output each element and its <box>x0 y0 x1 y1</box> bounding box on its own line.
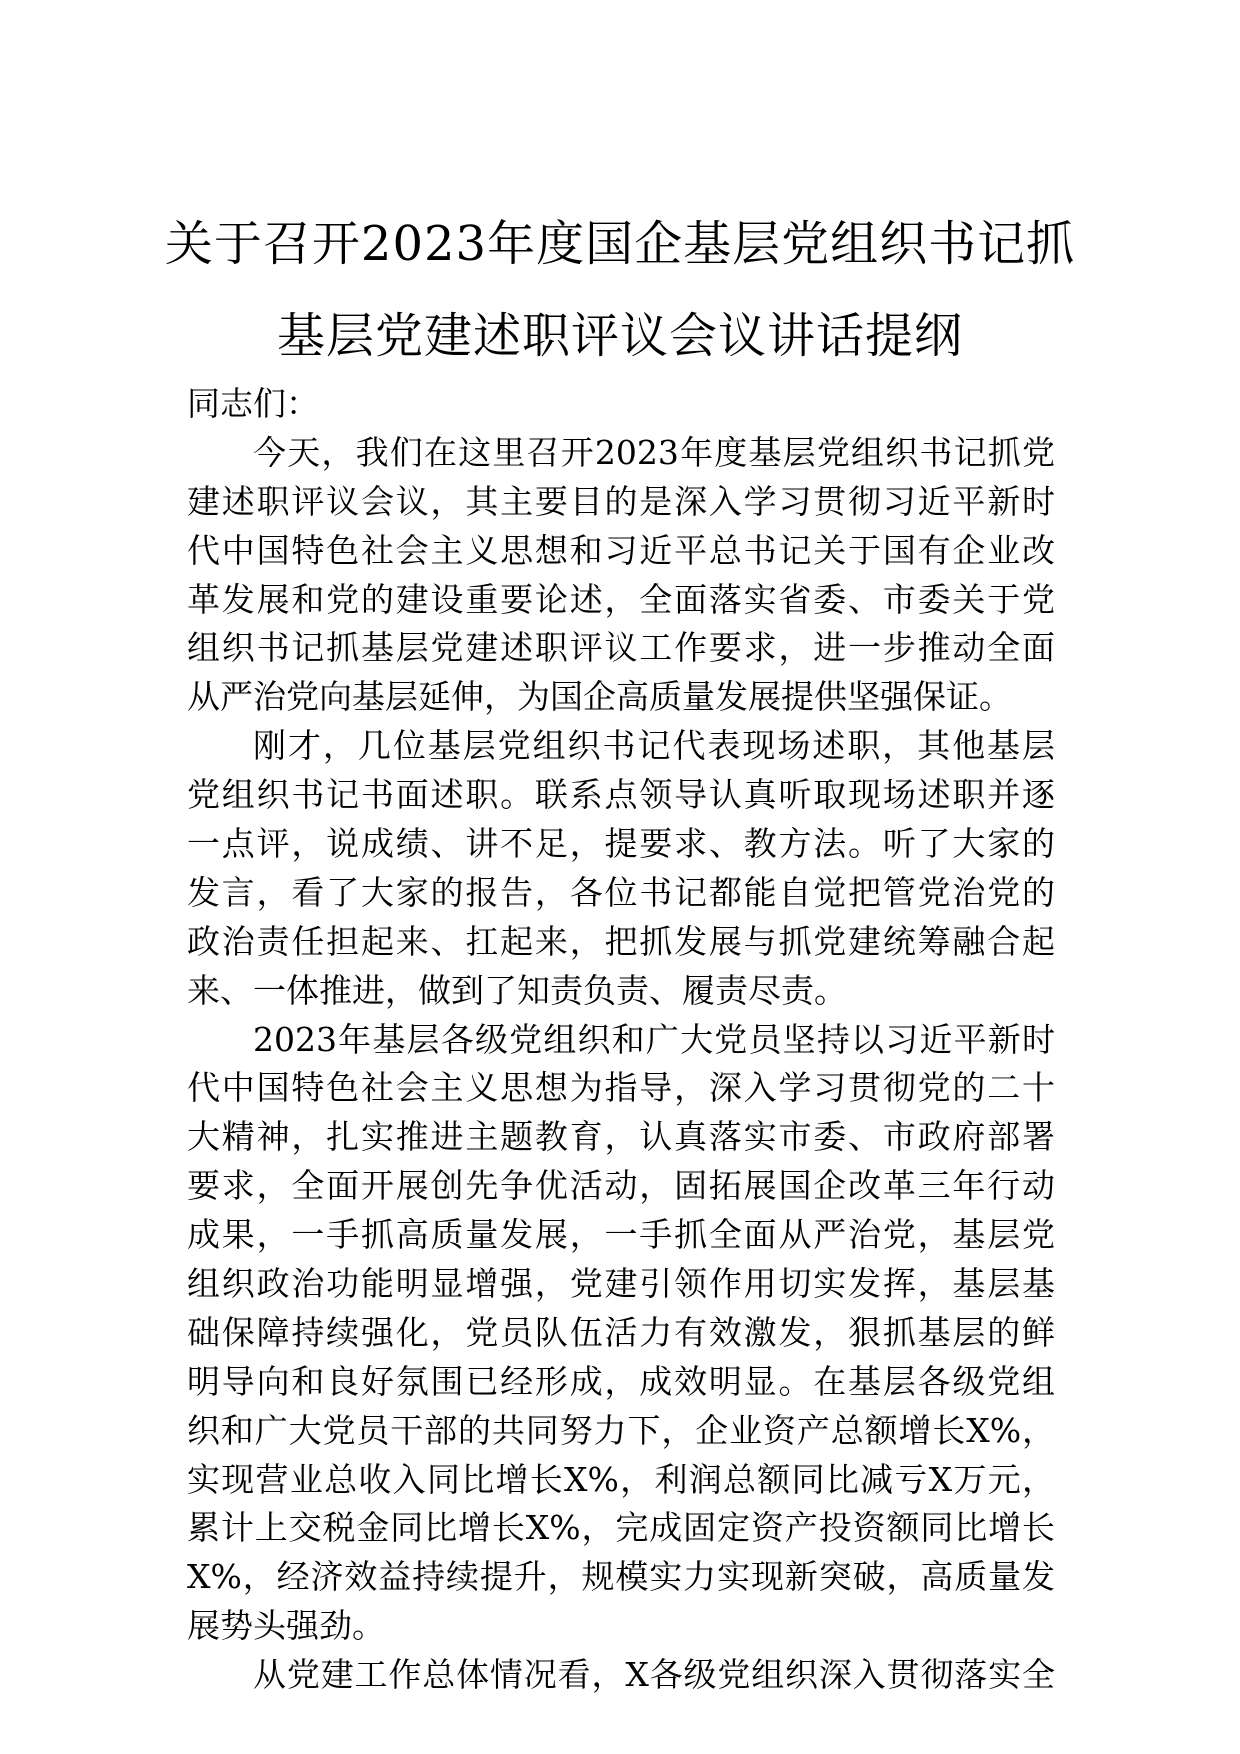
text-line: 刚才，几位基层党组织书记代表现场述职，其他基层 <box>253 726 1055 766</box>
text-line: 组织书记抓基层党建述职评议工作要求，进一步推动全面 <box>187 628 1055 668</box>
document-title-line-2: 基层党建述职评议会议讲话提纲 <box>276 308 963 364</box>
text-line: 发言，看了大家的报告，各位书记都能自觉把管党治党的 <box>187 872 1055 912</box>
text-line: 来、一体推进，做到了知责负责、履责尽责。 <box>187 970 847 1010</box>
text-line: 从严治党向基层延伸，为国企高质量发展提供坚强保证。 <box>187 677 1012 717</box>
text-line: 织和广大党员干部的共同努力下，企业资产总额增长X%， <box>187 1410 1055 1450</box>
text-line: 同志们： <box>187 384 319 423</box>
text-line: 2023年基层各级党组织和广大党员坚持以习近平新时 <box>253 1019 1055 1059</box>
text-line: 要求，全面开展创先争优活动，固拓展国企改革三年行动 <box>187 1166 1055 1206</box>
text-line: 代中国特色社会主义思想为指导，深入学习贯彻党的二十 <box>187 1068 1055 1108</box>
text-line: 今天，我们在这里召开2023年度基层党组织书记抓党 <box>253 432 1055 472</box>
document-title-line-1: 关于召开2023年度国企基层党组织书记抓 <box>164 216 1076 272</box>
text-line: 代中国特色社会主义思想和习近平总书记关于国有企业改 <box>187 530 1055 570</box>
text-line: 础保障持续强化，党员队伍活力有效激发，狠抓基层的鲜 <box>187 1312 1055 1352</box>
text-line: 政治责任担起来、扛起来，把抓发展与抓党建统筹融合起 <box>187 921 1055 961</box>
text-line: 一点评，说成绩、讲不足，提要求、教方法。听了大家的 <box>187 824 1055 864</box>
text-line: 建述职评议会议，其主要目的是深入学习贯彻习近平新时 <box>187 481 1055 521</box>
text-line: 党组织书记书面述职。联系点领导认真听取现场述职并逐 <box>187 775 1055 815</box>
text-line: 成果，一手抓高质量发展，一手抓全面从严治党，基层党 <box>187 1215 1055 1255</box>
text-line: 累计上交税金同比增长X%，完成固定资产投资额同比增长 <box>187 1508 1055 1548</box>
text-line: 明导向和良好氛围已经形成，成效明显。在基层各级党组 <box>187 1361 1055 1401</box>
text-line: 大精神，扎实推进主题教育，认真落实市委、市政府部署 <box>187 1117 1055 1157</box>
text-line: 实现营业总收入同比增长X%，利润总额同比减亏X万元， <box>187 1459 1055 1499</box>
text-line: 组织政治功能明显增强，党建引领作用切实发挥，基层基 <box>187 1264 1055 1304</box>
text-line: 从党建工作总体情况看，X各级党组织深入贯彻落实全 <box>253 1655 1055 1695</box>
text-line: X%，经济效益持续提升，规模实力实现新突破，高质量发 <box>187 1557 1055 1597</box>
text-line: 革发展和党的建设重要论述，全面落实省委、市委关于党 <box>187 579 1055 619</box>
document-body <box>187 380 1055 1700</box>
text-line: 展势头强劲。 <box>187 1606 385 1646</box>
